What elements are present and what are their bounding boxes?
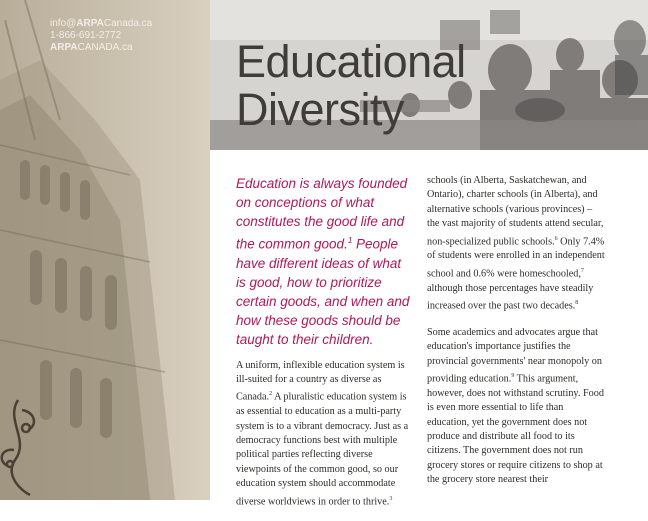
pull-quote: Education is always founded on conceptions of what constitutes the good life and the common good.$^1$ People have different ideas of what is good, how to prioritize certain goods, and when and how these goods should be taught to their children. [236, 176, 410, 347]
column-2 [427, 174, 607, 500]
footnote-ref[interactable]: 1 [347, 236, 353, 245]
paragraph: schools (in Alberta, Saskatchewan, and Ontario), charter schools (in Alberta), and alternative schools (various provinces) – the vast majority of students attend secular, non-specialized public schools.$^6$ Only 7.4% of students were enrolled in an independent school and 0.6% were homeschooled,$^7$ although those percentages have steadily increased over the past two decades.$^8$ [427, 175, 605, 312]
contact-block [50, 18, 152, 54]
footnote-ref[interactable]: 9 [511, 373, 515, 380]
footnote-ref[interactable]: 7 [580, 267, 584, 274]
paragraph: Some academics and advocates argue that education's importance justifies the provincial governments' near monopoly on providing education.$^9$ This argument, however, does not withstand scrutiny. Food is even more essential to life than education, yet the government does not produce and distribute all food to its citizens. The government does not run grocery stores or require citizens to shop at the grocery store nearest their [427, 326, 604, 486]
contact-email[interactable]: info@ARPACanada.ca [50, 18, 153, 29]
title-line-1: Educational [236, 36, 466, 87]
column-1 [236, 174, 413, 521]
page-title [236, 38, 466, 134]
paragraph: A uniform, inflexible education system is ill-suited for a country as diverse as Canada.$^2$ A pluralistic education system is as essential to education as a multi-party system is to a vibrant democracy. Just as a democracy functions best with multiple political parties reflecting diverse viewpoints of the common good, so our education system should accommodate diverse worldviews in order to thrive.$^3$ [236, 359, 409, 507]
left-decorative-panel [0, 0, 210, 500]
footnote-ref[interactable]: 3 [389, 495, 393, 502]
footnote-ref[interactable]: 2 [269, 391, 273, 398]
contact-website[interactable]: ARPACANADA.ca [50, 42, 133, 53]
peace-tower-illustration [0, 0, 210, 500]
title-line-2: Diversity [236, 84, 405, 135]
footnote-ref[interactable]: 8 [575, 300, 579, 307]
contact-phone: 1-866-691-2772 [50, 30, 122, 41]
footnote-ref[interactable]: 6 [554, 235, 558, 242]
